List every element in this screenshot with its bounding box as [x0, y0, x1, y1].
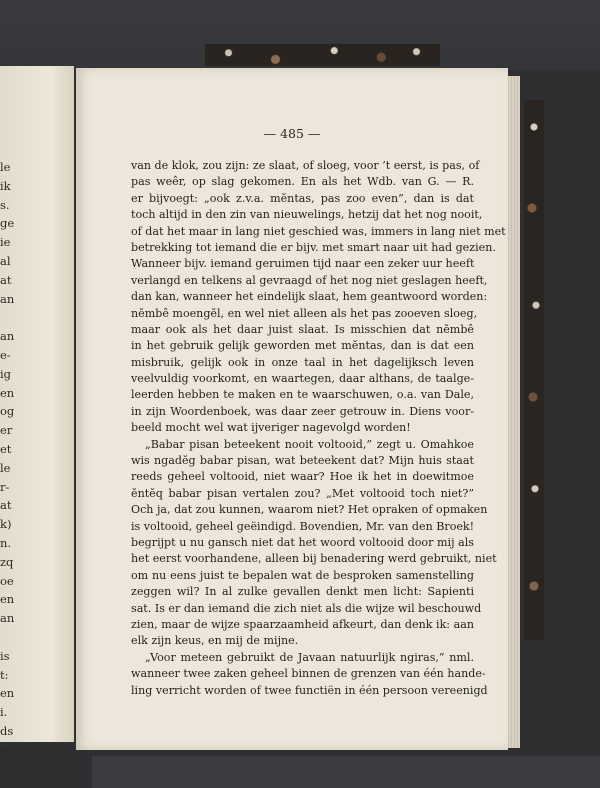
- left-page-fragment: an: [0, 329, 15, 344]
- text-line: nĕmbê moengĕl, en wel niet alleen als het pas zooeven sloeg,: [131, 306, 478, 320]
- left-page-fragment: an: [0, 611, 15, 626]
- left-page-fragment: ël,: [0, 761, 15, 776]
- text-line: veelvuldig voorkomt, en waartegen, daar althans, de taalge-: [131, 372, 474, 386]
- left-page-fragment: t:: [0, 667, 9, 682]
- left-page-fragment: at: [0, 498, 12, 513]
- left-page-fragment: en: [0, 686, 15, 701]
- marbled-edge-right: [524, 100, 544, 640]
- text-line: ĕntĕq babar pisan vertalen zou? „Met voltooid toch niet?”: [131, 486, 474, 500]
- text-line: pas weêr, op slag gekomen. En als het Wdb. van G. — R.: [131, 175, 474, 189]
- left-page-fragment: en: [0, 592, 15, 607]
- text-line: leerden hebben te maken en te waarschuwen, o.a. van Dale,: [131, 388, 474, 402]
- left-page-fragment: ge: [0, 216, 15, 231]
- body-text: [131, 158, 506, 699]
- text-line: is voltooid, geheel geëindigd. Bovendien, Mr. van den Broek!: [131, 519, 475, 533]
- left-page-fragment: le: [0, 160, 11, 174]
- text-line: reeds geheel voltooid, niet waar? Hoe ik het in doewitmoe: [131, 470, 474, 484]
- marbled-edge-top: [205, 44, 440, 66]
- left-page-fragment: is: [0, 648, 10, 663]
- text-line: wanneer twee zaken geheel binnen de grenzen van één hande-: [131, 667, 486, 681]
- left-page-fragment: zq: [0, 554, 14, 569]
- text-line: „Voor meteen gebruikt de Javaan natuurlijk ngiras,” nml.: [145, 650, 474, 664]
- text-line: om nu eens juist te bepalen wat de besproken samenstelling: [131, 568, 474, 582]
- left-page-fragment: k): [0, 517, 12, 532]
- text-line: of dat het maar in lang niet geschied was, immers in lang niet met: [131, 224, 506, 238]
- background-bottom: [92, 756, 600, 788]
- text-line: in zijn Woordenboek, was daar zeer getrouw in. Diens voor-: [131, 404, 474, 418]
- text-line: misbruik, gelijk ook in onze taal in het dagelijksch leven: [131, 355, 474, 369]
- left-page-fragment: at: [0, 272, 12, 287]
- left-page-fragment: oe: [0, 573, 14, 588]
- left-page-fragment: ds: [0, 723, 14, 738]
- text-line: Och ja, dat zou kunnen, waarom niet? Het opraken of opmaken: [131, 503, 488, 517]
- left-page-fragment: r-: [0, 479, 10, 494]
- left-page-fragment: ig: [0, 366, 12, 381]
- left-page-fragment: et: [0, 441, 12, 456]
- text-line: zeggen wil? In al zulke gevallen denkt men licht: Sapienti: [131, 585, 474, 599]
- text-line: verlangd en telkens al gevraagd of het nog niet geslagen heeft,: [131, 273, 488, 287]
- text-line: sat. Is er dan iemand die zich niet als die wijze wil beschouwd: [131, 601, 482, 615]
- text-line: maar ook als het daar juist slaat. Is misschien dat nĕmbê: [131, 322, 474, 336]
- text-line: elk zijn keus, en mij de mijne.: [131, 634, 299, 648]
- left-page-fragment: s.: [0, 197, 10, 212]
- text-line: Wanneer bijv. iemand geruimen tijd naar een zeker uur heeft: [131, 257, 475, 271]
- text-line: begrijpt u nu gansch niet dat het woord voltooid door mij als: [131, 535, 474, 549]
- left-page-fragment: le: [0, 460, 11, 475]
- text-line: het eerst voorhandene, alleen bij benadering werd gebruikt, niet: [131, 552, 497, 566]
- left-page-fragment: e-: [0, 347, 11, 362]
- left-page-fragment: al: [0, 253, 11, 268]
- text-line: er bijvoegt: „ook z.v.a. mĕntas, pas zoo even”, dan is dat: [131, 191, 474, 205]
- left-page-fragment: an: [0, 291, 15, 306]
- left-page: [0, 66, 74, 776]
- text-line: „Babar pisan beteekent nooit voltooid,” zegt u. Omahkoe: [145, 437, 474, 451]
- text-line: zien, maar de wijze spaarzaamheid afkeurt, dan denk ik: aan: [131, 617, 474, 631]
- left-page-fragment: ik: [0, 178, 11, 193]
- text-line: beeld mocht wel wat ijveriger nagevolgd worden!: [131, 421, 411, 435]
- text-line: ling verricht worden of twee functiën in één persoon vereenigd: [131, 683, 488, 697]
- left-page-fragment: w: [0, 742, 10, 757]
- text-line: in het gebruik gelijk geworden met mĕntas, dan is dat een: [131, 339, 474, 353]
- left-page-fragment: [0, 308, 14, 327]
- book-page: [76, 68, 508, 750]
- text-line: betrekking tot iemand die er bijv. met smart naar uit had gezien.: [131, 240, 496, 254]
- left-page-text-fragments: [0, 158, 14, 778]
- left-page-fragment: i.: [0, 705, 8, 720]
- left-page-fragment: en: [0, 385, 15, 400]
- left-page-fragment: og: [0, 404, 15, 419]
- text-line: van de klok, zou zijn: ze slaat, of sloeg, voor ’t eerst, is pas, of: [131, 159, 480, 172]
- text-line: dan kan, wanneer het eindelijk slaat, hem geantwoord worden:: [131, 290, 488, 304]
- page-number: — 485 —: [263, 126, 321, 141]
- left-page-fragment: n.: [0, 535, 12, 550]
- left-page-fragment: ie: [0, 235, 11, 250]
- page-stack-edge: [506, 76, 520, 748]
- left-page-fragment: er: [0, 423, 13, 438]
- text-line: toch altijd in den zin van nieuwelings, hetzij dat het nog nooit,: [131, 208, 483, 222]
- text-line: wis ngadĕg babar pisan, wat beteekent dat? Mijn huis staat: [131, 454, 474, 468]
- left-page-fragment: [0, 628, 14, 647]
